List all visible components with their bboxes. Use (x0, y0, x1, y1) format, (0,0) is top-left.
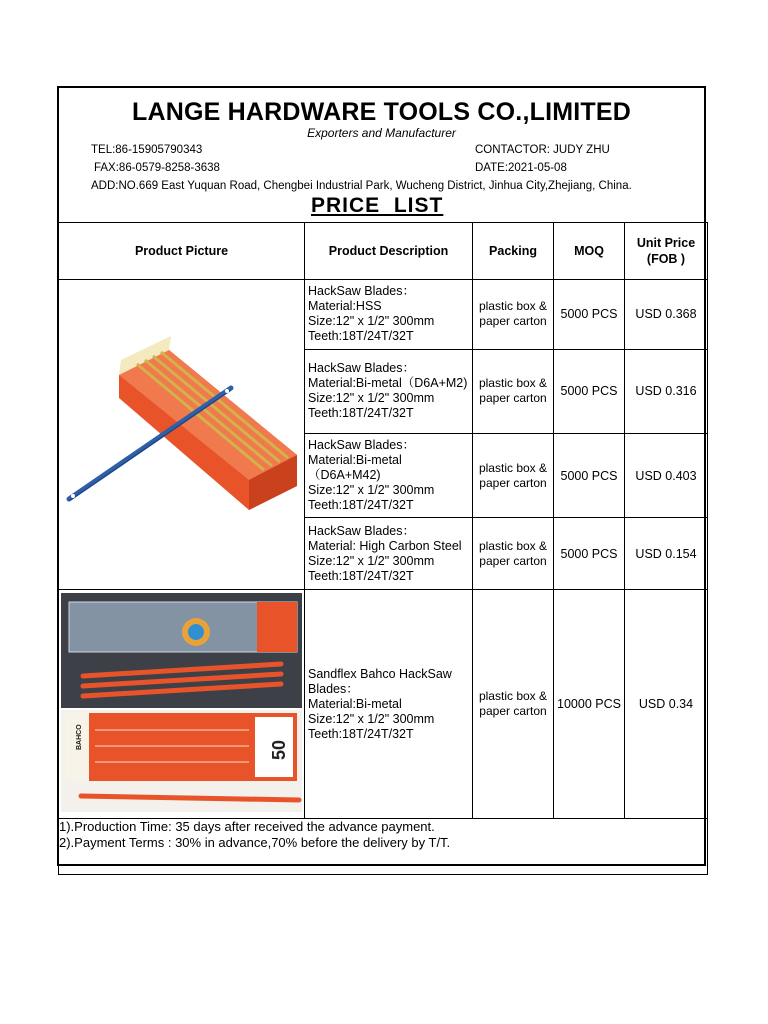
desc-line: HackSaw Blades： (308, 438, 415, 452)
row4-description (305, 518, 473, 590)
desc-line: Teeth:18T/24T/32T (308, 498, 414, 512)
col-header-picture: Product Picture (59, 223, 305, 280)
row2-description (305, 349, 473, 433)
price-header-line2: (FOB ) (646, 252, 686, 266)
company-tagline: Exporters and Manufacturer (307, 126, 456, 140)
desc-line: Sandflex Bahco HackSaw (308, 666, 452, 681)
desc-line: （D6A+M42) (308, 468, 381, 482)
price-list-title: PRICE LIST (311, 194, 444, 217)
price-list-sheet (57, 86, 706, 866)
row3-description (305, 433, 473, 517)
contactor: CONTACTOR: JUDY ZHU (475, 144, 610, 156)
desc-line: Material:Bi-metal（D6A+M2) (308, 376, 468, 391)
product-picture-cell-1 (59, 280, 305, 590)
row3-packing (473, 433, 554, 517)
row5-price: USD 0.34 (625, 590, 708, 819)
desc-line: Size:12" x 1/2" 300mm (308, 711, 435, 726)
fax-number: FAX:86-0579-8258-3638 (94, 162, 220, 174)
desc-line: HackSaw Blades： (308, 284, 415, 299)
desc-line: Material:HSS (308, 299, 382, 314)
desc-line: Material:Bi-metal (308, 696, 402, 711)
bahco-blade-pack-image (59, 590, 305, 815)
table-row (59, 590, 708, 819)
packing-line: plastic box & (478, 460, 548, 475)
desc-line: Size:12" x 1/2" 300mm (308, 553, 435, 568)
row4-moq: 5000 PCS (554, 518, 625, 590)
desc-line: Teeth:18T/24T/32T (308, 726, 414, 741)
desc-line: Material: High Carbon Steel (308, 538, 462, 553)
row1-description (305, 280, 473, 350)
table-row (59, 280, 708, 350)
brand-label: BAHCO (76, 724, 83, 750)
packing-line: plastic box & (478, 376, 548, 391)
packing-line: paper carton (479, 475, 547, 490)
row1-moq: 5000 PCS (554, 280, 625, 350)
price-header-line1: Unit Price (636, 236, 696, 250)
company-name: LANGE HARDWARE TOOLS CO.,LIMITED (132, 98, 631, 126)
row2-moq: 5000 PCS (554, 349, 625, 433)
price-table (58, 222, 708, 875)
product-picture-cell-2 (59, 590, 305, 819)
packing-line: plastic box & (478, 689, 548, 703)
desc-line: HackSaw Blades： (308, 523, 415, 538)
row2-price: USD 0.316 (625, 349, 708, 433)
row3-moq: 5000 PCS (554, 433, 625, 517)
document-date: DATE:2021-05-08 (475, 162, 567, 174)
desc-line: Material:Bi-metal (308, 453, 402, 467)
col-header-description: Product Description (305, 223, 473, 280)
row4-price: USD 0.154 (625, 518, 708, 590)
desc-line: HackSaw Blades： (308, 361, 415, 376)
col-header-price (625, 223, 708, 280)
row1-packing (473, 280, 554, 350)
row4-packing (473, 518, 554, 590)
packing-line: paper carton (479, 704, 547, 718)
table-header-row (59, 223, 708, 280)
hacksaw-blade-box-image (59, 280, 305, 586)
notes-row (59, 819, 708, 875)
note-production-time: 1).Production Time: 35 days after received the advance payment. (59, 819, 435, 834)
row2-packing (473, 349, 554, 433)
terms-notes (59, 819, 708, 875)
desc-line: Size:12" x 1/2" 300mm (308, 391, 435, 406)
row5-moq: 10000 PCS (554, 590, 625, 819)
packing-line: plastic box & (478, 538, 548, 553)
packing-line: plastic box & (478, 299, 548, 314)
packing-line: paper carton (479, 314, 547, 329)
desc-line: Size:12" x 1/2" 300mm (308, 314, 435, 329)
row5-packing (473, 590, 554, 819)
row3-price: USD 0.403 (625, 433, 708, 517)
row5-description (305, 590, 473, 819)
tel-number: TEL:86-15905790343 (91, 144, 203, 156)
desc-line: Teeth:18T/24T/32T (308, 406, 414, 421)
desc-line: Blades： (308, 681, 359, 696)
desc-line: Size:12" x 1/2" 300mm (308, 483, 435, 497)
desc-line: Teeth:18T/24T/32T (308, 568, 414, 583)
packing-line: paper carton (479, 553, 547, 568)
desc-line: Teeth:18T/24T/32T (308, 329, 414, 344)
col-header-packing: Packing (473, 223, 554, 280)
col-header-moq: MOQ (554, 223, 625, 280)
packing-line: paper carton (479, 391, 547, 406)
row1-price: USD 0.368 (625, 280, 708, 350)
company-address: ADD:NO.669 East Yuquan Road, Chengbei Industrial Park, Wucheng District, Jinhua City,Zhejiang, China. (91, 180, 632, 192)
pack-count-label: 50 (269, 739, 289, 760)
note-payment-terms: 2).Payment Terms : 30% in advance,70% before the delivery by T/T. (59, 835, 451, 850)
